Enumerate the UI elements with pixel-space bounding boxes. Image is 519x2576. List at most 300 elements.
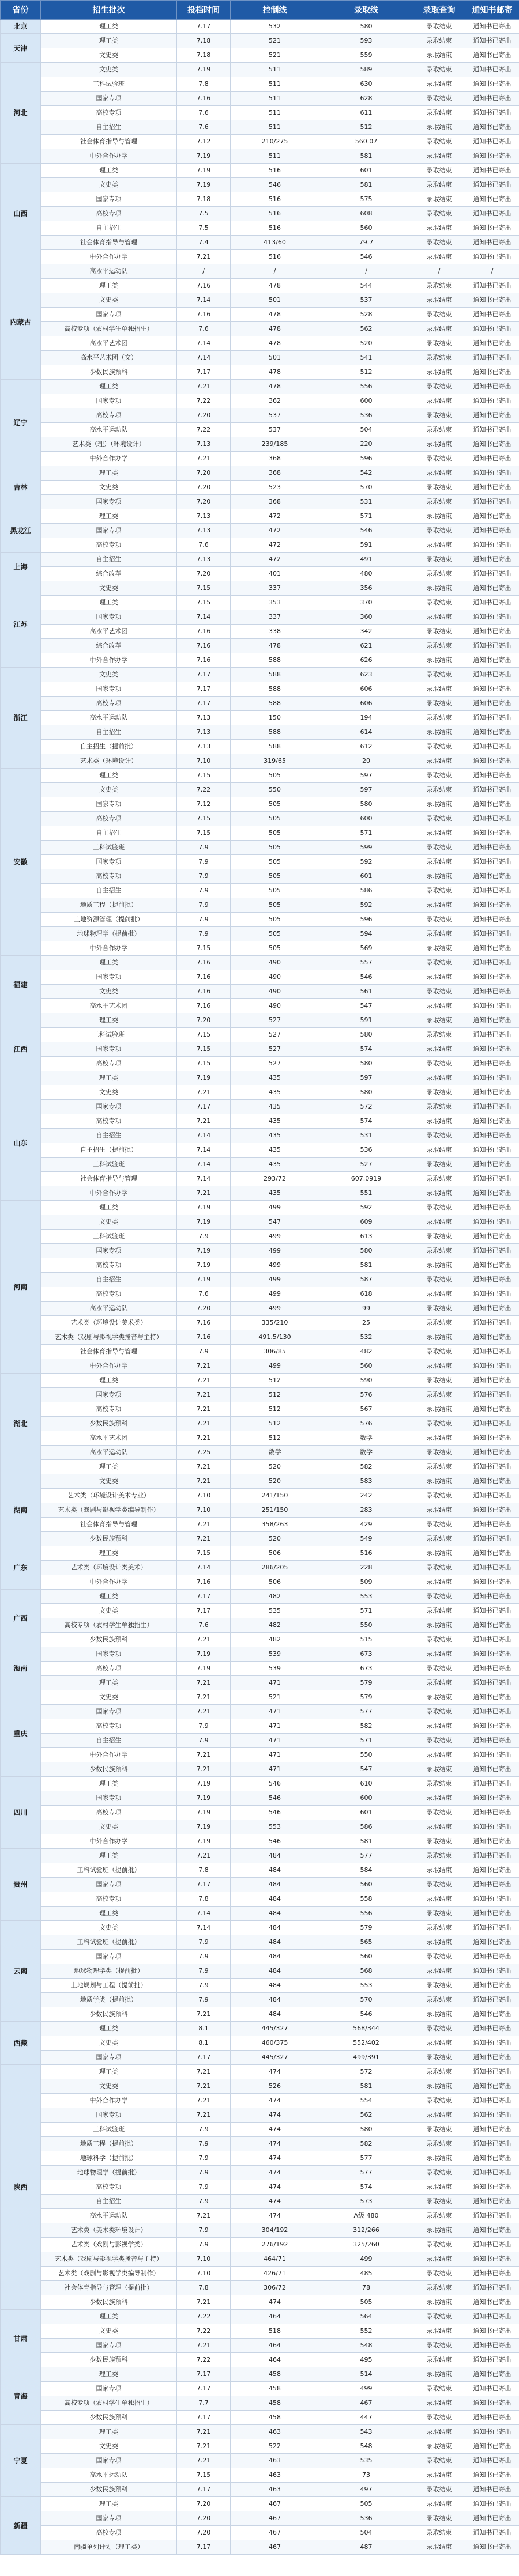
batch-cell: 理工类 xyxy=(41,1849,177,1863)
control-line-cell: 511 xyxy=(231,106,319,120)
control-line-cell: 335/210 xyxy=(231,1316,319,1330)
table-row xyxy=(1,2252,519,2267)
mail-cell: 通知书已寄出 xyxy=(465,1748,519,1762)
table-row xyxy=(1,236,519,250)
table-row xyxy=(1,466,519,481)
query-cell: 录取结束 xyxy=(413,106,465,120)
control-line-cell: 435 xyxy=(231,1158,319,1172)
admission-line-cell: 673 xyxy=(319,1647,413,1662)
mail-cell: 通知书已寄出 xyxy=(465,2065,519,2079)
query-cell: 录取结束 xyxy=(413,841,465,855)
query-cell: 录取结束 xyxy=(413,2036,465,2051)
table-row xyxy=(1,1863,519,1878)
mail-cell: 通知书已寄出 xyxy=(465,985,519,999)
table-row xyxy=(1,740,519,754)
control-line-cell: 553 xyxy=(231,1820,319,1834)
table-row xyxy=(1,2137,519,2151)
batch-cell: 艺术类（戏剧与影视学类播音与主持） xyxy=(41,2252,177,2267)
batch-cell: 社会体育指导与管理 xyxy=(41,135,177,149)
control-line-cell: 435 xyxy=(231,1071,319,1085)
query-cell: 录取结束 xyxy=(413,394,465,408)
date-cell: 7.19 xyxy=(177,1215,231,1230)
control-line-cell: 537 xyxy=(231,423,319,437)
batch-cell: 高水平艺术团（文） xyxy=(41,351,177,365)
batch-cell: 艺术类（美术类环境设计） xyxy=(41,2223,177,2238)
batch-cell: 文史类 xyxy=(41,63,177,77)
table-row xyxy=(1,2526,519,2540)
date-cell: 7.17 xyxy=(177,1878,231,1892)
control-line-cell: 499 xyxy=(231,1258,319,1273)
mail-cell: 通知书已寄出 xyxy=(465,1402,519,1417)
province-cell: 河南 xyxy=(1,1201,41,1374)
date-cell: 7.14 xyxy=(177,1129,231,1143)
admission-line-cell: 536 xyxy=(319,1143,413,1158)
query-cell: 录取结束 xyxy=(413,682,465,697)
query-cell: 录取结束 xyxy=(413,1402,465,1417)
mail-cell: 通知书已寄出 xyxy=(465,2209,519,2223)
mail-cell: 通知书已寄出 xyxy=(465,351,519,365)
date-cell: 7.10 xyxy=(177,2267,231,2281)
table-row xyxy=(1,2367,519,2382)
mail-cell: 通知书已寄出 xyxy=(465,236,519,250)
date-cell: 7.18 xyxy=(177,48,231,63)
table-row xyxy=(1,2339,519,2353)
header-province: 省份 xyxy=(1,1,41,20)
date-cell: 7.9 xyxy=(177,2195,231,2209)
admission-line-cell: 543 xyxy=(319,2425,413,2439)
batch-cell: 文史类 xyxy=(41,2324,177,2339)
table-row xyxy=(1,1287,519,1302)
admission-line-cell: 601 xyxy=(319,1806,413,1820)
batch-cell: 国家专项 xyxy=(41,2108,177,2123)
mail-cell: 通知书已寄出 xyxy=(465,1979,519,1993)
query-cell: 录取结束 xyxy=(413,1287,465,1302)
date-cell: 7.14 xyxy=(177,610,231,625)
batch-cell: 高校专项（农村学生单独招生） xyxy=(41,322,177,336)
date-cell: 7.21 xyxy=(177,1114,231,1129)
mail-cell: 通知书已寄出 xyxy=(465,553,519,567)
admission-line-cell: 556 xyxy=(319,380,413,394)
date-cell: 7.9 xyxy=(177,855,231,869)
mail-cell: 通知书已寄出 xyxy=(465,495,519,509)
table-row xyxy=(1,1907,519,1921)
mail-cell: 通知书已寄出 xyxy=(465,1690,519,1705)
date-cell: 7.21 xyxy=(177,2295,231,2310)
batch-cell: 理工类 xyxy=(41,2367,177,2382)
admission-line-cell: 550 xyxy=(319,1748,413,1762)
batch-cell: 高水平运动队 xyxy=(41,711,177,725)
batch-cell: 高水平运动队 xyxy=(41,264,177,279)
batch-cell: 文史类 xyxy=(41,783,177,797)
query-cell: 录取结束 xyxy=(413,1633,465,1647)
mail-cell: 通知书已寄出 xyxy=(465,149,519,164)
mail-cell: 通知书已寄出 xyxy=(465,783,519,797)
query-cell: 录取结束 xyxy=(413,2180,465,2195)
table-row xyxy=(1,956,519,970)
admission-line-cell: 597 xyxy=(319,769,413,783)
admission-line-cell: 560 xyxy=(319,1359,413,1374)
admission-line-cell: 571 xyxy=(319,1604,413,1618)
control-line-cell: 505 xyxy=(231,826,319,841)
batch-cell: 理工类 xyxy=(41,2425,177,2439)
date-cell: 7.21 xyxy=(177,2007,231,2022)
admission-line-cell: 586 xyxy=(319,884,413,898)
admission-line-cell: 581 xyxy=(319,178,413,192)
mail-cell: 通知书已寄出 xyxy=(465,1258,519,1273)
table-row xyxy=(1,2108,519,2123)
batch-cell: 国家专项 xyxy=(41,970,177,985)
batch-cell: 文史类 xyxy=(41,2079,177,2094)
admission-line-cell: 495 xyxy=(319,2353,413,2367)
control-line-cell: 474 xyxy=(231,2065,319,2079)
query-cell: 录取结束 xyxy=(413,1158,465,1172)
batch-cell: 理工类 xyxy=(41,1777,177,1791)
batch-cell: 艺术类（环境设计） xyxy=(41,754,177,769)
table-row xyxy=(1,913,519,927)
date-cell: 7.8 xyxy=(177,77,231,92)
mail-cell: 通知书已寄出 xyxy=(465,1201,519,1215)
table-row xyxy=(1,2540,519,2555)
date-cell: 7.16 xyxy=(177,308,231,322)
date-cell: 7.16 xyxy=(177,970,231,985)
batch-cell: 理工类 xyxy=(41,1460,177,1474)
table-row xyxy=(1,1676,519,1690)
date-cell: 7.15 xyxy=(177,2468,231,2483)
batch-cell: 理工类 xyxy=(41,596,177,610)
date-cell: 7.14 xyxy=(177,1172,231,1186)
mail-cell: 通知书已寄出 xyxy=(465,408,519,423)
province-cell: 湖南 xyxy=(1,1474,41,1546)
mail-cell: 通知书已寄出 xyxy=(465,913,519,927)
mail-cell: 通知书已寄出 xyxy=(465,63,519,77)
date-cell: 7.21 xyxy=(177,452,231,466)
control-line-cell: 362 xyxy=(231,394,319,408)
admission-line-cell: 79.7 xyxy=(319,236,413,250)
date-cell: 7.10 xyxy=(177,754,231,769)
admission-line-cell: 512 xyxy=(319,120,413,135)
table-row xyxy=(1,1330,519,1345)
date-cell: 7.12 xyxy=(177,797,231,812)
table-row xyxy=(1,1647,519,1662)
mail-cell: 通知书已寄出 xyxy=(465,1762,519,1777)
table-row xyxy=(1,149,519,164)
batch-cell: 自主招生 xyxy=(41,553,177,567)
mail-cell: 通知书已寄出 xyxy=(465,1546,519,1561)
province-cell: 江苏 xyxy=(1,581,41,668)
batch-cell: 自主招生 xyxy=(41,1129,177,1143)
table-row xyxy=(1,2353,519,2367)
date-cell: 7.21 xyxy=(177,1676,231,1690)
batch-cell: 国家专项 xyxy=(41,1388,177,1402)
date-cell: 7.21 xyxy=(177,1762,231,1777)
date-cell: 7.9 xyxy=(177,1734,231,1748)
admission-line-cell: 548 xyxy=(319,2439,413,2454)
query-cell: 录取结束 xyxy=(413,2411,465,2425)
date-cell: / xyxy=(177,264,231,279)
date-cell: 7.20 xyxy=(177,2497,231,2511)
control-line-cell: 499 xyxy=(231,1287,319,1302)
query-cell: 录取结束 xyxy=(413,1734,465,1748)
admission-line-cell: 581 xyxy=(319,149,413,164)
date-cell: 7.15 xyxy=(177,826,231,841)
mail-cell: 通知书已寄出 xyxy=(465,711,519,725)
batch-cell: 理工类 xyxy=(41,2310,177,2324)
control-line-cell: 521 xyxy=(231,34,319,48)
admission-line-cell: 560.07 xyxy=(319,135,413,149)
control-line-cell: 499 xyxy=(231,1302,319,1316)
admission-line-cell: 575 xyxy=(319,192,413,207)
batch-cell: 高校专项（农村学生单独招生） xyxy=(41,2396,177,2411)
batch-cell: 文史类 xyxy=(41,2439,177,2454)
query-cell: 录取结束 xyxy=(413,380,465,394)
control-line-cell: 547 xyxy=(231,1215,319,1230)
table-row xyxy=(1,1604,519,1618)
mail-cell: 通知书已寄出 xyxy=(465,1676,519,1690)
table-row xyxy=(1,2065,519,2079)
table-row xyxy=(1,1662,519,1676)
control-line-cell: 499 xyxy=(231,1359,319,1374)
admission-line-cell: 608 xyxy=(319,207,413,221)
table-row xyxy=(1,884,519,898)
admission-line-cell: 568/344 xyxy=(319,2022,413,2036)
date-cell: 7.14 xyxy=(177,293,231,308)
date-cell: 7.21 xyxy=(177,2079,231,2094)
date-cell: 7.8 xyxy=(177,1892,231,1907)
table-row xyxy=(1,2238,519,2252)
table-row xyxy=(1,63,519,77)
mail-cell: 通知书已寄出 xyxy=(465,1230,519,1244)
control-line-cell: 484 xyxy=(231,1907,319,1921)
query-cell: 录取结束 xyxy=(413,1302,465,1316)
control-line-cell: 588 xyxy=(231,697,319,711)
table-row xyxy=(1,164,519,178)
admission-line-cell: 220 xyxy=(319,437,413,452)
date-cell: 7.9 xyxy=(177,2223,231,2238)
batch-cell: 国家专项 xyxy=(41,797,177,812)
table-row xyxy=(1,653,519,668)
date-cell: 7.22 xyxy=(177,2310,231,2324)
date-cell: 7.9 xyxy=(177,841,231,855)
mail-cell: 通知书已寄出 xyxy=(465,2353,519,2367)
batch-cell: 理工类 xyxy=(41,509,177,524)
query-cell: 录取结束 xyxy=(413,63,465,77)
control-line-cell: 368 xyxy=(231,495,319,509)
table-row xyxy=(1,2022,519,2036)
mail-cell: 通知书已寄出 xyxy=(465,668,519,682)
date-cell: 7.19 xyxy=(177,1791,231,1806)
header-query: 录取查询 xyxy=(413,1,465,20)
table-row xyxy=(1,178,519,192)
control-line-cell: 490 xyxy=(231,999,319,1013)
table-row xyxy=(1,1806,519,1820)
control-line-cell: 445/327 xyxy=(231,2051,319,2065)
admission-line-cell: 592 xyxy=(319,898,413,913)
mail-cell: 通知书已寄出 xyxy=(465,2281,519,2295)
batch-cell: 中外合作办学 xyxy=(41,1748,177,1762)
table-row xyxy=(1,336,519,351)
batch-cell: 高水平艺术团 xyxy=(41,1431,177,1446)
control-line-cell: 550 xyxy=(231,783,319,797)
query-cell: 录取结束 xyxy=(413,1590,465,1604)
batch-cell: 国家专项 xyxy=(41,1042,177,1057)
query-cell: 录取结束 xyxy=(413,1273,465,1287)
control-line-cell: 458 xyxy=(231,2367,319,2382)
admission-line-cell: 312/266 xyxy=(319,2223,413,2238)
batch-cell: 国家专项 xyxy=(41,855,177,869)
control-line-cell: 588 xyxy=(231,740,319,754)
mail-cell: 通知书已寄出 xyxy=(465,1489,519,1503)
query-cell: 录取结束 xyxy=(413,2022,465,2036)
admission-line-cell: 580 xyxy=(319,20,413,34)
date-cell: 7.5 xyxy=(177,207,231,221)
admission-line-cell: 597 xyxy=(319,783,413,797)
date-cell: 7.20 xyxy=(177,2526,231,2540)
control-line-cell: 337 xyxy=(231,581,319,596)
table-row xyxy=(1,1114,519,1129)
admission-line-cell: 594 xyxy=(319,927,413,941)
admission-line-cell: 541 xyxy=(319,351,413,365)
query-cell: 录取结束 xyxy=(413,207,465,221)
table-row xyxy=(1,279,519,293)
date-cell: 7.21 xyxy=(177,2209,231,2223)
date-cell: 7.16 xyxy=(177,1575,231,1590)
query-cell: 录取结束 xyxy=(413,1374,465,1388)
province-cell: 吉林 xyxy=(1,466,41,509)
mail-cell: 通知书已寄出 xyxy=(465,1561,519,1575)
mail-cell: 通知书已寄出 xyxy=(465,1374,519,1388)
query-cell: 录取结束 xyxy=(413,1431,465,1446)
query-cell: 录取结束 xyxy=(413,711,465,725)
batch-cell: 地球科学（提前批） xyxy=(41,2151,177,2166)
batch-cell: 工科试验班（提前批） xyxy=(41,1863,177,1878)
batch-cell: 自主招生 xyxy=(41,1734,177,1748)
query-cell: 录取结束 xyxy=(413,1546,465,1561)
admission-line-cell: 592 xyxy=(319,855,413,869)
query-cell: 录取结束 xyxy=(413,1762,465,1777)
table-row xyxy=(1,1388,519,1402)
admission-line-cell: 614 xyxy=(319,725,413,740)
control-line-cell: 512 xyxy=(231,1431,319,1446)
query-cell: 录取结束 xyxy=(413,2367,465,2382)
query-cell: 录取结束 xyxy=(413,639,465,653)
date-cell: 7.19 xyxy=(177,1662,231,1676)
control-line-cell: 435 xyxy=(231,1085,319,1100)
query-cell: 录取结束 xyxy=(413,2108,465,2123)
batch-cell: 自主招生 xyxy=(41,2195,177,2209)
control-line-cell: 210/275 xyxy=(231,135,319,149)
mail-cell: 通知书已寄出 xyxy=(465,1575,519,1590)
query-cell: 录取结束 xyxy=(413,1417,465,1431)
query-cell: 录取结束 xyxy=(413,452,465,466)
batch-cell: 国家专项 xyxy=(41,1791,177,1806)
admission-line-cell: 579 xyxy=(319,1690,413,1705)
admission-line-cell: 242 xyxy=(319,1489,413,1503)
table-row xyxy=(1,1518,519,1532)
batch-cell: 国家专项 xyxy=(41,2382,177,2396)
province-cell: 山东 xyxy=(1,1085,41,1201)
date-cell: 7.20 xyxy=(177,1302,231,1316)
query-cell: 录取结束 xyxy=(413,1820,465,1834)
date-cell: 7.9 xyxy=(177,869,231,884)
table-row xyxy=(1,1849,519,1863)
admission-line-cell: 577 xyxy=(319,1705,413,1719)
control-line-cell: 490 xyxy=(231,985,319,999)
batch-cell: 地球物理学（提前批） xyxy=(41,927,177,941)
date-cell: 7.16 xyxy=(177,92,231,106)
date-cell: 7.19 xyxy=(177,1244,231,1258)
mail-cell: 通知书已寄出 xyxy=(465,77,519,92)
mail-cell: 通知书已寄出 xyxy=(465,610,519,625)
batch-cell: 工科试验班 xyxy=(41,1230,177,1244)
admission-line-cell: 370 xyxy=(319,596,413,610)
admission-line-cell: 99 xyxy=(319,1302,413,1316)
admission-line-cell: 528 xyxy=(319,308,413,322)
mail-cell: 通知书已寄出 xyxy=(465,2468,519,2483)
batch-cell: 艺术类（戏剧与影视学类播音与主持） xyxy=(41,1330,177,1345)
batch-cell: 国家专项 xyxy=(41,2051,177,2065)
admission-line-cell: 547 xyxy=(319,999,413,1013)
mail-cell: 通知书已寄出 xyxy=(465,1604,519,1618)
date-cell: 7.9 xyxy=(177,1935,231,1950)
admission-line-cell: 546 xyxy=(319,524,413,538)
query-cell: 录取结束 xyxy=(413,653,465,668)
admission-line-cell: 360 xyxy=(319,610,413,625)
query-cell: 录取结束 xyxy=(413,351,465,365)
admission-line-cell: 514 xyxy=(319,2367,413,2382)
table-row xyxy=(1,1186,519,1201)
query-cell: 录取结束 xyxy=(413,2396,465,2411)
control-line-cell: 458 xyxy=(231,2382,319,2396)
table-row xyxy=(1,120,519,135)
table-row xyxy=(1,1921,519,1935)
table-row xyxy=(1,1460,519,1474)
control-line-cell: 516 xyxy=(231,164,319,178)
table-row xyxy=(1,668,519,682)
mail-cell: 通知书已寄出 xyxy=(465,2022,519,2036)
table-row xyxy=(1,2310,519,2324)
control-line-cell: 251/150 xyxy=(231,1503,319,1518)
control-line-cell: 467 xyxy=(231,2497,319,2511)
query-cell: 录取结束 xyxy=(413,725,465,740)
table-row xyxy=(1,1013,519,1028)
admission-line-cell: 562 xyxy=(319,322,413,336)
date-cell: 7.15 xyxy=(177,1028,231,1042)
batch-cell: 中外合作办学 xyxy=(41,250,177,264)
date-cell: 7.17 xyxy=(177,1604,231,1618)
batch-cell: 高校专项 xyxy=(41,408,177,423)
query-cell: 录取结束 xyxy=(413,970,465,985)
admission-line-cell: 536 xyxy=(319,2511,413,2526)
batch-cell: 理工类 xyxy=(41,2497,177,2511)
batch-cell: 理工类 xyxy=(41,1013,177,1028)
date-cell: 7.14 xyxy=(177,1921,231,1935)
control-line-cell: 501 xyxy=(231,293,319,308)
mail-cell: 通知书已寄出 xyxy=(465,1834,519,1849)
mail-cell: 通知书已寄出 xyxy=(465,1143,519,1158)
control-line-cell: 511 xyxy=(231,120,319,135)
mail-cell: 通知书已寄出 xyxy=(465,2439,519,2454)
batch-cell: 理工类 xyxy=(41,1546,177,1561)
date-cell: 7.8 xyxy=(177,2281,231,2295)
table-row xyxy=(1,2425,519,2439)
batch-cell: 艺术类（戏剧与影视学类） xyxy=(41,2238,177,2252)
batch-cell: 中外合作办学 xyxy=(41,1359,177,1374)
batch-cell: 少数民族预科 xyxy=(41,1532,177,1546)
table-row xyxy=(1,2483,519,2497)
control-line-cell: 463 xyxy=(231,2483,319,2497)
admission-line-cell: 数学 xyxy=(319,1446,413,1460)
admission-line-cell: 568 xyxy=(319,1964,413,1979)
